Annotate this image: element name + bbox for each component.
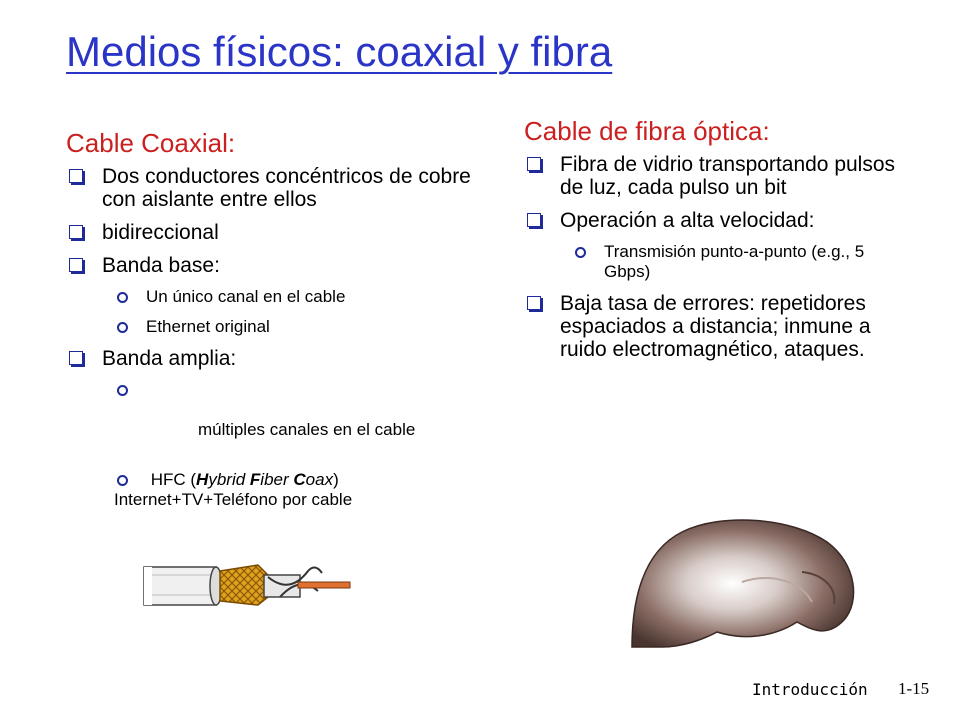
list-item xyxy=(66,165,506,211)
page-number: 1-15 xyxy=(898,679,930,698)
sub-bullet-text: Ethernet original xyxy=(146,317,270,336)
sub-list xyxy=(102,380,506,510)
square-bullet-icon xyxy=(69,169,83,183)
bullet-text: Baja tasa de errores: repetidores espaciados a distancia; inmune a ruido electromagnético, ataques. xyxy=(560,292,871,361)
square-bullet-icon xyxy=(527,157,541,171)
bullet-text: Banda base: xyxy=(102,254,220,277)
hfc-text: HFC (Hybrid Fiber Coax) xyxy=(146,470,339,489)
sub-list xyxy=(560,242,944,282)
list-item xyxy=(524,153,904,199)
square-bullet-icon xyxy=(69,258,83,272)
sub-bullet-text: Transmisión punto-a-punto (e.g., 5 Gbps) xyxy=(604,242,865,281)
fiber-hand-illustration xyxy=(622,512,862,648)
bullet-text: bidireccional xyxy=(102,221,219,244)
slide-title: Medios físicos: coaxial y fibra xyxy=(66,28,613,75)
sub-bullet-text: múltiples canales en el cable xyxy=(193,420,416,439)
list-item xyxy=(66,254,506,337)
bullet-text: Operación a alta velocidad: xyxy=(560,209,815,232)
circle-bullet-icon xyxy=(575,247,586,258)
sub-list-item xyxy=(102,317,506,337)
list-item xyxy=(66,221,506,244)
bullet-text: Fibra de vidrio transportando pulsos de luz, cada pulso un bit xyxy=(560,153,896,199)
sub-list-item xyxy=(102,380,506,460)
coaxial-bullet-list xyxy=(66,165,506,510)
bullet-text: Dos conductores concéntricos de cobre con aislante entre ellos xyxy=(102,165,471,211)
bullet-text: Banda amplia: xyxy=(102,347,237,370)
sub-list-item xyxy=(560,242,894,282)
coaxial-column xyxy=(66,128,506,520)
fiber-bullet-list xyxy=(524,153,944,361)
sub-list-item xyxy=(102,287,506,307)
sub-list xyxy=(102,287,506,337)
sub-bullet-text: Un único canal en el cable xyxy=(146,287,346,306)
coaxial-cable-illustration xyxy=(140,555,360,615)
footer-section: Introducción xyxy=(752,680,868,699)
square-bullet-icon xyxy=(69,225,83,239)
coaxial-heading: Cable Coaxial: xyxy=(66,128,236,158)
square-bullet-icon xyxy=(69,351,83,365)
sub-list-item xyxy=(102,470,506,510)
fiber-column xyxy=(524,116,944,371)
list-item xyxy=(524,209,944,282)
fiber-heading: Cable de fibra óptica: xyxy=(524,116,770,146)
list-item xyxy=(66,347,506,510)
list-item xyxy=(524,292,914,361)
circle-bullet-icon xyxy=(117,292,128,303)
circle-bullet-icon xyxy=(117,322,128,333)
circle-bullet-icon xyxy=(117,475,128,486)
square-bullet-icon xyxy=(527,296,541,310)
square-bullet-icon xyxy=(527,213,541,227)
hfc-line2: Internet+TV+Teléfono por cable xyxy=(114,490,353,509)
circle-bullet-icon xyxy=(117,385,128,396)
